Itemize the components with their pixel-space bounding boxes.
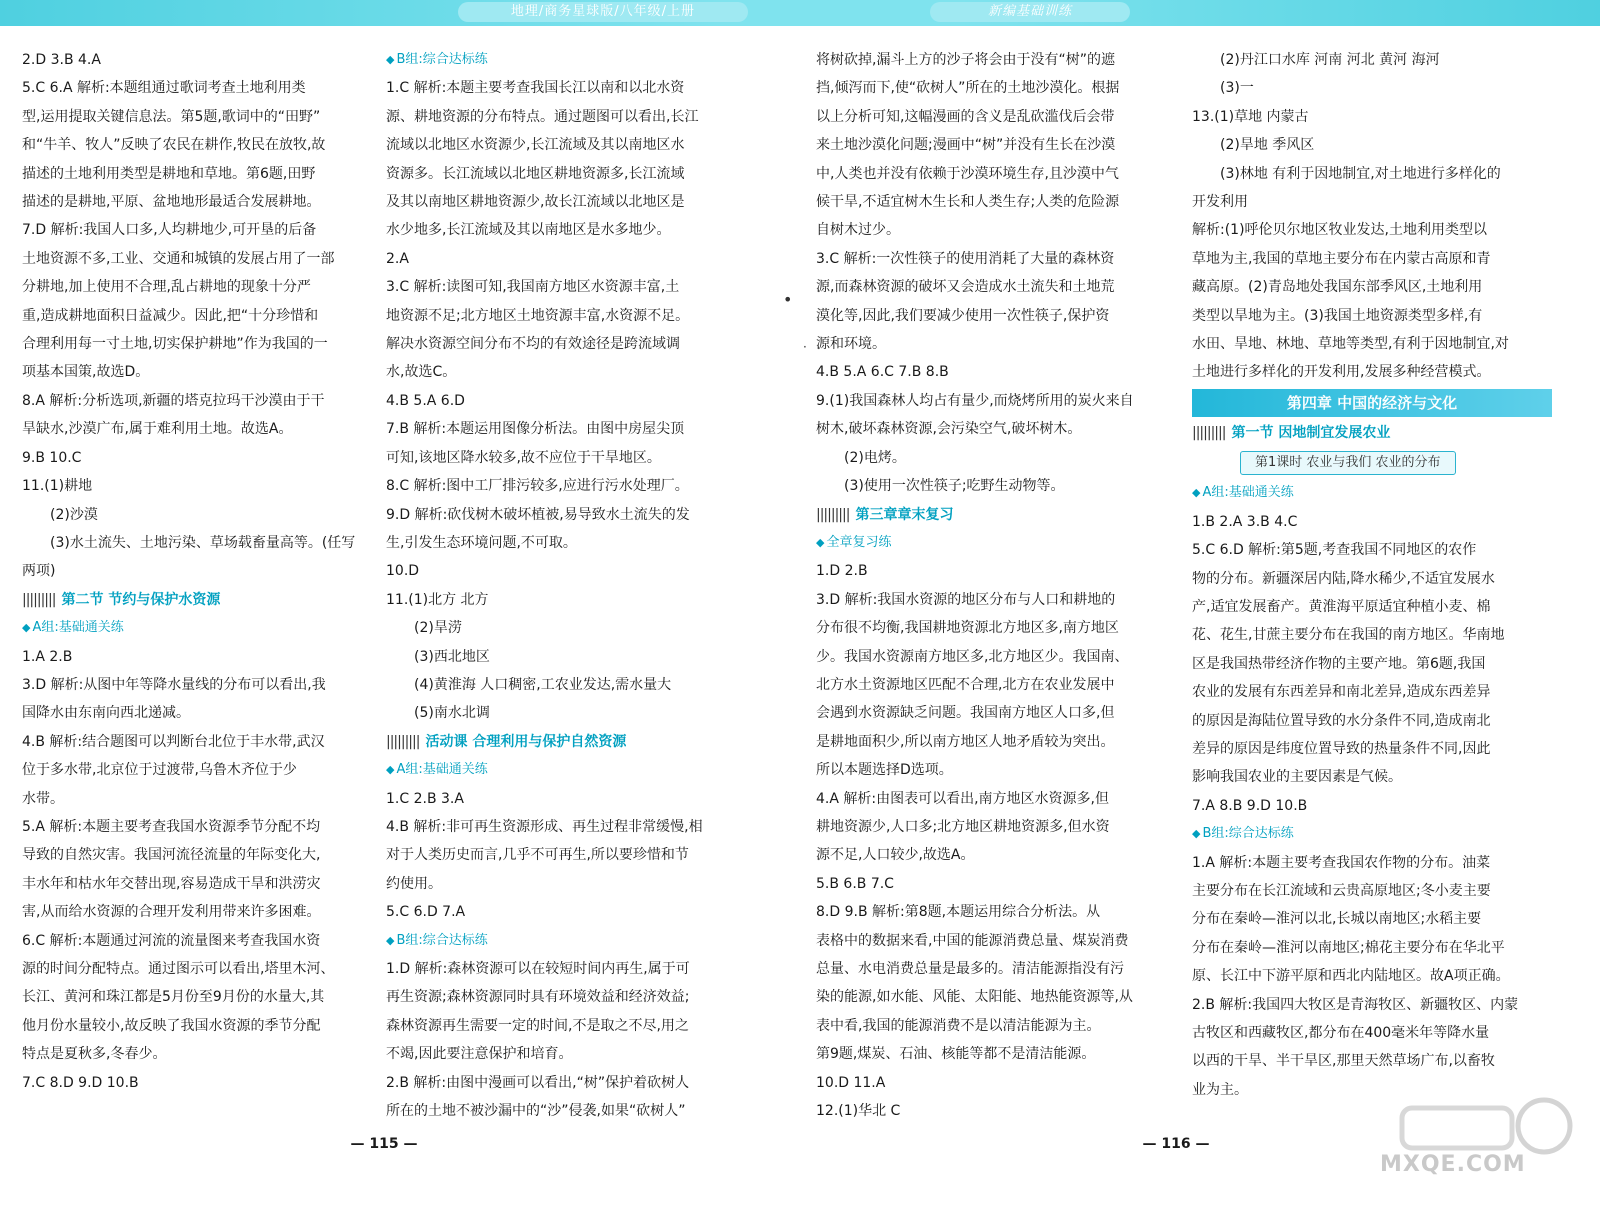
column-4-bottom xyxy=(1192,479,1552,1104)
answer-line: 自树木过少。 xyxy=(816,222,900,239)
answer-line: 7.D 解析:我国人口多,人均耕地少,可开垦的后备 xyxy=(22,222,317,239)
chapter-title: 第四章 中国的经济与文化 xyxy=(1192,389,1552,417)
answer-line: 染的能源,如水能、风能、太阳能、地热能资源等,从 xyxy=(816,989,1133,1006)
answer-line: 藏高原。(2)青岛地处我国东部季风区,土地利用 xyxy=(1192,279,1483,296)
answer-line: 解析:(1)呼伦贝尔地区牧业发达,土地利用类型以 xyxy=(1192,222,1487,239)
answer-line: 草地为主,我国的草地主要分布在内蒙古高原和青 xyxy=(1192,250,1491,267)
answer-line: 4.A 解析:由图表可以看出,南方地区水资源多,但 xyxy=(816,790,1110,807)
group-heading: ◆ 全章复习练 xyxy=(816,534,892,550)
series-title-banner: 新编基础训练 xyxy=(930,2,1130,22)
answer-line: 产,适宜发展畜产。黄淮海平原适宜种植小麦、棉 xyxy=(1192,598,1491,615)
answer-line: 源和环境。 xyxy=(816,336,886,353)
answer-line: 8.D 9.B 解析:第8题,本题运用综合分析法。从 xyxy=(816,904,1101,921)
answer-line: 5.C 6.D 解析:第5题,考查我国不同地区的农作 xyxy=(1192,542,1477,559)
answer-line: 以上分析可知,这幅漫画的含义是乱砍滥伐后会带 xyxy=(816,108,1115,125)
answer-line: 漠化等,因此,我们要减少使用一次性筷子,保护资 xyxy=(816,307,1110,324)
answer-line: (2)电烤。 xyxy=(844,449,906,466)
group-heading: ◆ A组:基础通关练 xyxy=(386,762,488,778)
answer-line: 7.C 8.D 9.D 10.B xyxy=(22,1074,139,1091)
answer-line: 花、花生,甘蔗主要分布在我国的南方地区。华南地 xyxy=(1192,627,1505,644)
group-heading: ◆ A组:基础通关练 xyxy=(1192,485,1294,501)
answer-line: 表格中的数据来看,中国的能源消费总量、煤炭消费 xyxy=(816,932,1129,949)
group-heading: ◆ A组:基础通关练 xyxy=(22,620,124,636)
answer-line: 10.D 11.A xyxy=(816,1074,886,1091)
answer-line: 树木,破坏森林资源,会污染空气,破坏树木。 xyxy=(816,421,1082,438)
section-title: ||||||||| 第一节 因地制宜发展农业 xyxy=(1192,424,1391,441)
answer-line: 长江、黄河和珠江都是5月份至9月份的水量大,其 xyxy=(22,989,325,1006)
diamond-icon: ◆ xyxy=(1192,827,1201,841)
section-heading: ||||||||| 活动课 合理利用与保护自然资源 xyxy=(386,733,627,750)
answer-line: 物的分布。新疆深居内陆,降水稀少,不适宜发展水 xyxy=(1192,570,1495,587)
answer-line: 4.B 5.A 6.C 7.B 8.B xyxy=(816,364,949,381)
answer-line: (5)南水北调 xyxy=(414,705,490,722)
answer-line: 1.A 解析:本题主要考查我国农作物的分布。油菜 xyxy=(1192,854,1491,871)
book-info-banner: 地理/商务星球版/八年级/上册 xyxy=(458,2,748,22)
gutter-dot: • xyxy=(783,290,793,309)
answer-line: 对于人类历史而言,几乎不可再生,所以要珍惜和节 xyxy=(386,847,689,864)
answer-line: 1.C 2.B 3.A xyxy=(386,790,464,807)
answer-line: 11.(1)北方 北方 xyxy=(386,591,489,608)
answer-line: 13.(1)草地 内蒙古 xyxy=(1192,108,1309,125)
answer-line: 旱缺水,沙漠广布,属于难利用土地。故选A。 xyxy=(22,421,293,438)
answer-line: 和“牛羊、牧人”反映了农民在耕作,牧民在放牧,故 xyxy=(22,137,326,154)
section-heading: ||||||||| 第三章章末复习 xyxy=(816,506,954,523)
lesson-title: 第1课时 农业与我们 农业的分布 xyxy=(1240,451,1456,475)
answer-line: 7.A 8.B 9.D 10.B xyxy=(1192,797,1308,814)
answer-line: (3)一 xyxy=(1220,80,1254,97)
answer-line: 土地进行多样化的开发利用,发展多种经营模式。 xyxy=(1192,364,1491,381)
answer-line: 北方水土资源地区匹配不合理,北方在农业发展中 xyxy=(816,676,1115,693)
answer-line: 合理利用每一寸土地,切实保护耕地”作为我国的一 xyxy=(22,336,328,353)
answer-line: 第9题,煤炭、石油、核能等都不是清洁能源。 xyxy=(816,1046,1096,1063)
answer-line: 所以本题选择D选项。 xyxy=(816,762,953,779)
answer-line: 国降水由东南向西北递减。 xyxy=(22,705,190,722)
page-number-right: — 116 — xyxy=(1142,1136,1210,1152)
answer-line: (3)使用一次性筷子;吃野生动物等。 xyxy=(844,478,1065,495)
answer-line: 区是我国热带经济作物的主要产地。第6题,我国 xyxy=(1192,655,1486,672)
answer-line: 12.(1)华北 C xyxy=(816,1103,901,1120)
answer-line: 中,人类也并没有依赖于沙漠环境生存,且沙漠中气 xyxy=(816,165,1119,182)
answer-line: 分布在秦岭—淮河以南地区;棉花主要分布在华北平 xyxy=(1192,939,1505,956)
answer-line: 生,引发生态环境问题,不可取。 xyxy=(386,534,577,551)
answer-line: 4.B 5.A 6.D xyxy=(386,392,465,409)
answer-line: 将树砍掉,漏斗上方的沙子将会由于没有“树”的遮 xyxy=(816,52,1115,68)
answer-line: 分耕地,加上使用不合理,乱占耕地的现象十分严 xyxy=(22,279,311,296)
answer-line: 3.D 解析:我国水资源的地区分布与人口和耕地的 xyxy=(816,591,1116,608)
answer-line: 以西的干旱、半干旱区,那里天然草场广布,以畜牧 xyxy=(1192,1053,1495,1070)
answer-line: 约使用。 xyxy=(386,875,442,892)
column-4-top xyxy=(1192,46,1552,387)
diamond-icon: ◆ xyxy=(386,763,395,777)
answer-line: (2)旱地 季风区 xyxy=(1220,137,1315,154)
bars-icon: ||||||||| xyxy=(386,733,420,750)
answer-line: (2)旱涝 xyxy=(414,620,462,637)
answer-line: 1.B 2.A 3.B 4.C xyxy=(1192,513,1298,530)
answer-line: 主要分布在长江流域和云贵高原地区;冬小麦主要 xyxy=(1192,882,1491,899)
column-3 xyxy=(816,46,1186,1125)
answer-line: 1.D 2.B xyxy=(816,563,868,580)
answer-line: 耕地资源少,人口多;北方地区耕地资源多,但水资 xyxy=(816,818,1110,835)
answer-line: 会遇到水资源缺乏问题。我国南方地区人口多,但 xyxy=(816,705,1115,722)
answer-line: 不竭,因此要注意保护和培育。 xyxy=(386,1046,573,1063)
column-1 xyxy=(22,46,398,1097)
answer-line: 5.C 6.D 7.A xyxy=(386,904,466,921)
answer-line: 5.C 6.A 解析:本题组通过歌词考查土地利用类 xyxy=(22,80,306,97)
answer-line: 2.D 3.B 4.A xyxy=(22,52,101,68)
bars-icon: ||||||||| xyxy=(816,506,850,523)
answer-line: 古牧区和西藏牧区,都分布在400毫米年等降水量 xyxy=(1192,1025,1490,1041)
answer-line: 特点是夏秋多,冬春少。 xyxy=(22,1046,167,1063)
answer-line: 10.D xyxy=(386,563,420,580)
answer-line: 是耕地面积少,所以南方地区人地矛盾较为突出。 xyxy=(816,733,1115,750)
group-heading: ◆ B组:综合达标练 xyxy=(386,52,488,67)
answer-line: 源不足,人口较少,故选A。 xyxy=(816,847,975,864)
answer-line: 所在的土地不被沙漏中的“沙”侵袭,如果“砍树人” xyxy=(386,1103,686,1120)
group-heading: ◆ B组:综合达标练 xyxy=(1192,826,1294,842)
answer-line: 9.(1)我国森林人均占有量少,而烧烤所用的炭火来自 xyxy=(816,392,1134,409)
answer-line: 森林资源再生需要一定的时间,不是取之不尽,用之 xyxy=(386,1017,689,1034)
answer-line: 水带。 xyxy=(22,790,64,807)
answer-line: (2)沙漠 xyxy=(50,506,98,523)
answer-line: 的原因是海陆位置导致的水分条件不同,造成南北 xyxy=(1192,712,1491,729)
watermark-text: MXQE.COM xyxy=(1380,1152,1526,1177)
answer-line: 差异的原因是纬度位置导致的热量条件不同,因此 xyxy=(1192,740,1491,757)
watermark-logo xyxy=(1372,1090,1592,1200)
answer-line: 位于多水带,北京位于过渡带,乌鲁木齐位于少 xyxy=(22,762,297,779)
answer-line: 导致的自然灾害。我国河流径流量的年际变化大, xyxy=(22,847,321,864)
answer-line: 3.C 解析:一次性筷子的使用消耗了大量的森林资 xyxy=(816,250,1115,267)
answer-line: 2.A xyxy=(386,250,409,267)
answer-line: 原、长江中下游平原和西北内陆地区。故A项正确。 xyxy=(1192,968,1510,985)
answer-line: 描述的是耕地,平原、盆地地形最适合发展耕地。 xyxy=(22,194,321,211)
diamond-icon: ◆ xyxy=(22,621,31,635)
answer-line: 1.D 解析:森林资源可以在较短时间内再生,属于可 xyxy=(386,961,690,977)
answer-line: 水田、旱地、林地、草地等类型,有利于因地制宜,对 xyxy=(1192,336,1509,353)
group-heading: ◆ B组:综合达标练 xyxy=(386,932,488,948)
header-bar xyxy=(0,0,1600,26)
diamond-icon: ◆ xyxy=(386,933,395,947)
answer-line: 重,造成耕地面积日益减少。因此,把“十分珍惜和 xyxy=(22,307,319,324)
answer-line: 8.C 解析:图中工厂排污较多,应进行污水处理厂。 xyxy=(386,478,689,495)
answer-line: 描述的土地利用类型是耕地和草地。第6题,田野 xyxy=(22,165,316,182)
section-heading: ||||||||| 第二节 节约与保护水资源 xyxy=(22,591,221,608)
answer-line: 11.(1)耕地 xyxy=(22,478,93,495)
answer-line: 开发利用 xyxy=(1192,194,1248,211)
answer-line: 总量、水电消费总量是最多的。清洁能源指没有污 xyxy=(816,961,1124,977)
answer-line: 5.A 解析:本题主要考查我国水资源季节分配不均 xyxy=(22,818,321,835)
answer-line: 水少地多,长江流域及其以南地区是水多地少。 xyxy=(386,222,671,239)
answer-line: 类型以旱地为主。(3)我国土地资源类型多样,有 xyxy=(1192,307,1483,324)
bars-icon: ||||||||| xyxy=(1192,424,1226,441)
answer-line: 少。我国水资源南方地区多,北方地区少。我国南、 xyxy=(816,648,1129,665)
answer-line: 8.A 解析:分析选项,新疆的塔克拉玛干沙漠由于干 xyxy=(22,392,325,409)
answer-line: 源、耕地资源的分布特点。通过题图可以看出,长江 xyxy=(386,108,699,125)
answer-line: 农业的发展有东西差异和南北差异,造成东西差异 xyxy=(1192,684,1491,701)
column-2 xyxy=(386,46,756,1125)
answer-line: 5.B 6.B 7.C xyxy=(816,875,894,892)
answer-line: 候干旱,不适宜树木生长和人类生存;人类的危险源 xyxy=(816,194,1120,211)
gutter-dot: · xyxy=(803,340,807,354)
answer-line: 源,而森林资源的破坏又会造成水土流失和土地荒 xyxy=(816,279,1115,296)
page-number-left: — 115 — xyxy=(350,1136,418,1152)
answer-line: 可知,该地区降水较多,故不应位于干旱地区。 xyxy=(386,449,661,466)
answer-line: 1.C 解析:本题主要考查我国长江以南和以北水资 xyxy=(386,80,685,97)
answer-line: 项基本国策,故选D。 xyxy=(22,364,150,381)
answer-line: 挡,倾泻而下,使“砍树人”所在的土地沙漠化。根据 xyxy=(816,80,1120,97)
answer-line: 分布很不均衡,我国耕地资源北方地区多,南方地区 xyxy=(816,620,1119,637)
answer-line: 7.B 解析:本题运用图像分析法。由图中房屋尖顶 xyxy=(386,421,685,438)
answer-line: 1.A 2.B xyxy=(22,648,73,665)
answer-line: 源的时间分配特点。通过图示可以看出,塔里木河、 xyxy=(22,961,335,977)
answer-line: 丰水年和枯水年交替出现,容易造成干旱和洪涝灾 xyxy=(22,875,321,892)
answer-line: 两项) xyxy=(22,563,56,580)
answer-line: (3)西北地区 xyxy=(414,648,490,665)
answer-line: 来土地沙漠化问题;漫画中“树”并没有生长在沙漠 xyxy=(816,137,1116,154)
answer-line: 型,运用提取关键信息法。第5题,歌词中的“田野” xyxy=(22,108,321,125)
diamond-icon: ◆ xyxy=(816,535,825,549)
answer-line: 2.B 解析:我国四大牧区是青海牧区、新疆牧区、内蒙 xyxy=(1192,996,1519,1013)
answer-line: 3.C 解析:读图可知,我国南方地区水资源丰富,土 xyxy=(386,279,680,296)
answer-line: 业为主。 xyxy=(1192,1081,1248,1098)
answer-line: 4.B 解析:非可再生资源形成、再生过程非常缓慢,相 xyxy=(386,818,703,835)
answer-line: 9.B 10.C xyxy=(22,449,82,466)
column-4 xyxy=(1192,46,1552,1104)
answer-line: 2.B 解析:由图中漫画可以看出,“树”保护着砍树人 xyxy=(386,1074,690,1091)
answer-line: 4.B 解析:结合题图可以判断台北位于丰水带,武汉 xyxy=(22,733,325,750)
diamond-icon: ◆ xyxy=(1192,486,1201,500)
answer-line: 流域以北地区水资源少,长江流域及其以南地区水 xyxy=(386,137,685,154)
answer-line: 解决水资源空间分布不均的有效途径是跨流域调 xyxy=(386,336,680,353)
diamond-icon: ◆ xyxy=(386,53,395,66)
answer-line: 害,从而给水资源的合理开发利用带来许多困难。 xyxy=(22,904,321,921)
answer-line: 9.D 解析:砍伐树木破坏植被,易导致水土流失的发 xyxy=(386,506,690,523)
answer-line: 影响我国农业的主要因素是气候。 xyxy=(1192,769,1402,786)
answer-line: 水,故选C。 xyxy=(386,364,457,381)
answer-line: (3)水土流失、土地污染、草场载畜量高等。(任写 xyxy=(50,534,356,551)
answer-line: 土地资源不多,工业、交通和城镇的发展占用了一部 xyxy=(22,250,335,267)
answer-line: 再生资源;森林资源同时具有环境效益和经济效益; xyxy=(386,989,690,1006)
answer-line: (4)黄淮海 人口稠密,工农业发达,需水量大 xyxy=(414,676,672,693)
answer-line: 6.C 解析:本题通过河流的流量图来考查我国水资 xyxy=(22,932,321,949)
bars-icon: ||||||||| xyxy=(22,591,56,608)
answer-line: 他月份水量较小,故反映了我国水资源的季节分配 xyxy=(22,1017,321,1034)
answer-line: (2)丹江口水库 河南 河北 黄河 海河 xyxy=(1220,52,1440,68)
answer-line: 地资源不足;北方地区土地资源丰富,水资源不足。 xyxy=(386,307,690,324)
answer-line: 分布在秦岭—淮河以北,长城以南地区;水稻主要 xyxy=(1192,911,1482,928)
answer-line: 及其以南地区耕地资源少,故长江流域以北地区是 xyxy=(386,194,685,211)
answer-line: 表中看,我国的能源消费不是以清洁能源为主。 xyxy=(816,1017,1101,1034)
answer-line: 3.D 解析:从图中年等降水量线的分布可以看出,我 xyxy=(22,676,326,693)
answer-line: 资源多。长江流域以北地区耕地资源多,长江流域 xyxy=(386,165,685,182)
answer-line: (3)林地 有利于因地制宜,对土地进行多样化的 xyxy=(1220,165,1501,182)
